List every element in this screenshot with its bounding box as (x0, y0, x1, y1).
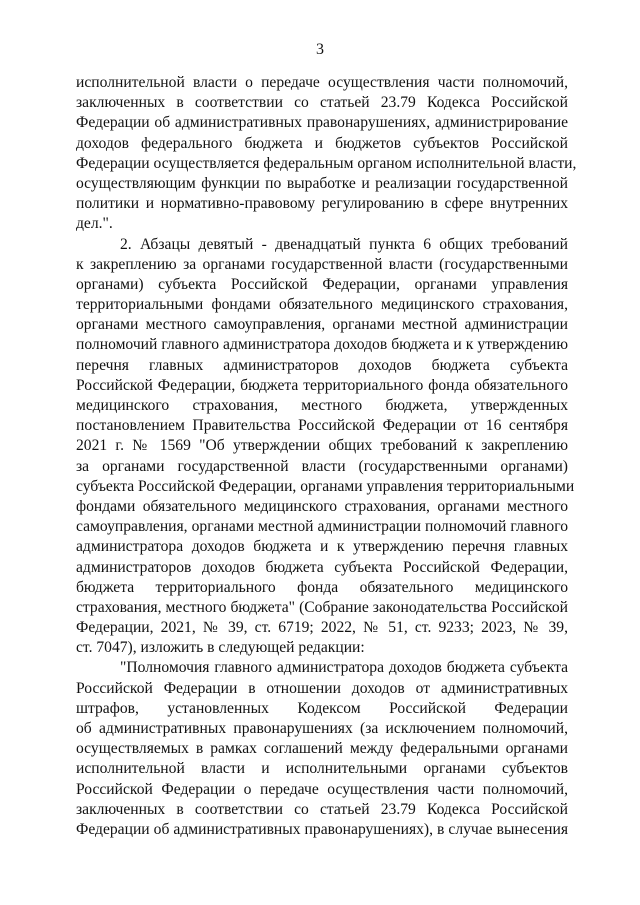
text-line: доходов федерального бюджета и бюджетов субъектов Российской (76, 134, 568, 152)
text-line: фондами обязательного медицинского страхования, органами местного (76, 497, 568, 515)
text-line: исполнительной власти и исполнительными органами субъектов (76, 760, 568, 778)
text-line: к закреплению за органами государственной власти (государственными (76, 255, 568, 273)
page-number: 3 (316, 41, 324, 58)
text-line: заключенных в соответствии со статьей 23.79 Кодекса Российской (76, 94, 568, 112)
text-line: 2. Абзацы девятый - двенадцатый пункта 6 общих требований (120, 235, 568, 253)
document-body (76, 73, 577, 840)
text-line: полномочий главного администратора доходов бюджета и к утверждению (76, 336, 568, 354)
text-line: об административных правонарушениях (за исключением полномочий, (76, 720, 568, 737)
text-line: Федерации об административных правонарушениях, администрирование (76, 114, 568, 132)
text-line: бюджета территориального фонда обязательного медицинского (76, 578, 568, 596)
text-line: "Полномочия главного администратора доходов бюджета субъекта (120, 659, 568, 677)
text-line: Федерации, 2021, № 39, ст. 6719; 2022, № 51, ст. 9233; 2023, № 39, (76, 619, 568, 637)
paragraph-quoted-text (76, 658, 568, 840)
text-line: самоуправления, органами местной администрации полномочий главного (76, 518, 568, 536)
text-line: территориальными фондами обязательного медицинского страхования, (76, 296, 568, 314)
text-line: исполнительной власти о передаче осуществления части полномочий, (76, 74, 568, 91)
text-line: Российской Федерации в отношении доходов от административных (76, 679, 568, 697)
text-line: постановлением Правительства Российской Федерации от 16 сентября (76, 417, 568, 435)
text-line: Федерации осуществляется федеральным органом исполнительной власти, (76, 154, 577, 172)
text-line: политики и нормативно-правовому регулированию в сфере внутренних (76, 195, 568, 213)
text-line: администратора доходов бюджета и к утверждению перечня главных (76, 538, 568, 556)
text-line: органами) субъекта Российской Федерации, органами управления (76, 275, 568, 293)
text-line: ст. 7047), изложить в следующей редакции: (76, 639, 365, 657)
text-line: субъекта Российской Федерации, органами управления территориальными (76, 477, 575, 495)
text-line: дел.". (76, 215, 113, 233)
text-line: Федерации об административных правонарушениях), в случае вынесения (76, 820, 568, 838)
text-line: Российской Федерации о передаче осуществления части полномочий, (76, 780, 568, 798)
text-line: 2021 г. № 1569 "Об утверждении общих требований к закреплению (76, 437, 568, 455)
text-line: заключенных в соответствии со статьей 23.79 Кодекса Российской (76, 800, 568, 818)
text-line: штрафов, установленных Кодексом Российской Федерации (76, 699, 568, 717)
text-line: Российской Федерации, бюджета территориального фонда обязательного (76, 376, 568, 394)
text-line: администраторов доходов бюджета субъекта Российской Федерации, (76, 558, 568, 576)
paragraph-continuation (76, 73, 577, 235)
text-line: органами местного самоуправления, органами местной администрации (76, 316, 568, 334)
text-line: страхования, местного бюджета" (Собрание законодательства Российской (76, 598, 568, 616)
text-line: перечня главных администраторов доходов бюджета субъекта (76, 356, 568, 374)
text-line: осуществляемых в рамках соглашений между федеральными органами (76, 740, 568, 758)
text-line: за органами государственной власти (государственными органами) (76, 457, 568, 475)
paragraph-item-2 (76, 235, 575, 659)
text-line: медицинского страхования, местного бюджета, утвержденных (76, 397, 568, 414)
text-line: осуществляющим функции по выработке и реализации государственной (76, 174, 568, 192)
